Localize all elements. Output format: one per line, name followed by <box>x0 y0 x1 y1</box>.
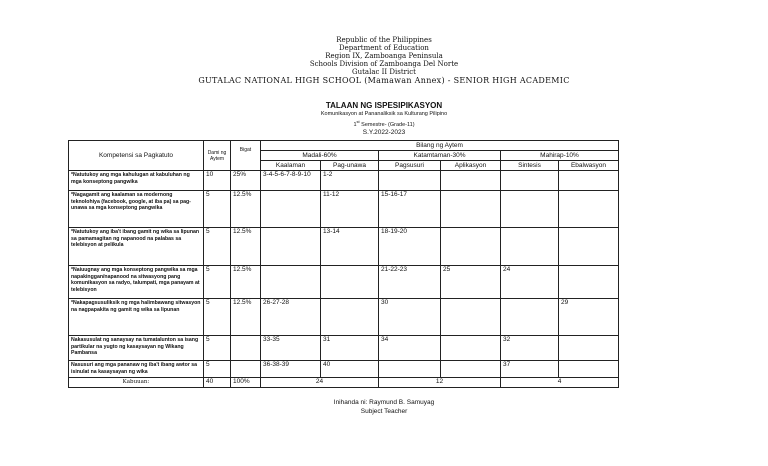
competency-cell: *Nagagamit ang kaalaman sa modernong teknolohiya (facebook, google, at iba pa) sa pag-unawa sa mga konseptong pangwika <box>69 191 204 228</box>
items-cell: 5 <box>204 191 231 228</box>
header-division: Schools Division of Zamboanga Del Norte <box>309 60 459 68</box>
header-sintesis: Sintesis <box>501 161 559 171</box>
tos-title: TALAAN NG ISPESIPIKASYON <box>325 101 443 110</box>
header-easy: Madali-60% <box>261 151 379 161</box>
totals-average: 12 <box>379 378 501 388</box>
semester-text: Semestre- (Grade-11) <box>359 121 415 128</box>
header-region: Region IX, Zamboanga Peninsula <box>325 52 443 60</box>
prepared-by: Inihanda ni: Raymund B. Samuyag <box>333 399 435 406</box>
teacher-role: Subject Teacher <box>360 408 408 415</box>
tos-semester <box>0 118 768 129</box>
header-department: Department of Education <box>339 44 429 52</box>
items-cell: 5 <box>204 266 231 299</box>
items-cell: 5 <box>204 299 231 336</box>
competency-cell: *Natutukoy ang iba't ibang gamit ng wika sa lipunan sa pamamagitan ng napanood na palabas sa telebisyon at pelikula <box>69 228 204 266</box>
competency-cell: *Natutukoy ang mga kahulugan at kabuluhan ng mga konseptong pangwika <box>69 171 204 191</box>
header-pagunawa: Pag-unawa <box>321 161 379 171</box>
header-ebalwasyon: Ebalwasyon <box>559 161 619 171</box>
aplikasyon-cell <box>441 336 501 361</box>
tos-school-year: S.Y.2022-2023 <box>362 128 406 136</box>
pagunawa-cell <box>321 299 379 336</box>
kaalaman-cell: 26-27-28 <box>261 299 321 336</box>
totals-row <box>69 378 619 388</box>
weight-cell <box>231 361 261 378</box>
table-row <box>69 191 619 228</box>
table-row <box>69 171 619 191</box>
sintesis-cell: 24 <box>501 266 559 299</box>
sintesis-cell <box>501 171 559 191</box>
document-footer <box>0 398 768 416</box>
table-row <box>69 361 619 378</box>
ebalwasyon-cell <box>559 336 619 361</box>
header-difficult: Mahirap-10% <box>501 151 619 161</box>
pagunawa-cell: 31 <box>321 336 379 361</box>
sintesis-cell <box>501 228 559 266</box>
header-republic: Republic of the Philippines <box>336 36 432 44</box>
aplikasyon-cell <box>441 299 501 336</box>
kaalaman-cell: 33-35 <box>261 336 321 361</box>
ebalwasyon-cell <box>559 361 619 378</box>
totals-weight: 100% <box>231 378 261 388</box>
specification-table <box>68 140 619 388</box>
pagunawa-cell <box>321 266 379 299</box>
aplikasyon-cell <box>441 228 501 266</box>
tos-subject: Komunikasyon at Pananaliksik sa Kulturang Pilipino <box>320 111 448 117</box>
items-cell: 10 <box>204 171 231 191</box>
weight-cell: 25% <box>231 171 261 191</box>
pagunawa-cell: 11-12 <box>321 191 379 228</box>
header-item-count: Bilang ng Aytem <box>261 141 619 151</box>
header-pagsusuri: Pagsusuri <box>379 161 441 171</box>
semester-number: 1 <box>353 121 357 128</box>
aplikasyon-cell <box>441 191 501 228</box>
weight-cell <box>231 336 261 361</box>
table-row <box>69 266 619 299</box>
ebalwasyon-cell <box>559 191 619 228</box>
items-cell: 5 <box>204 336 231 361</box>
competency-cell: *Naiuugnay ang mga konseptong pangwika sa mga napakinggan/napanood na sitwasyong pang komunikasyon sa radyo, talumpati, mga panayam at telebisyon <box>69 266 204 299</box>
header-aplikasyon: Aplikasyon <box>441 161 501 171</box>
aplikasyon-cell <box>441 171 501 191</box>
ebalwasyon-cell <box>559 266 619 299</box>
pagsusuri-cell: 15-16-17 <box>379 191 441 228</box>
aplikasyon-cell <box>441 361 501 378</box>
pagsusuri-cell <box>379 171 441 191</box>
weight-cell: 12.5% <box>231 228 261 266</box>
competency-cell: *Nakapagsusuliksik ng mga halimbawang sitwasyon na nagpapakita ng gamit ng wika sa lipunan <box>69 299 204 336</box>
pagunawa-cell: 1-2 <box>321 171 379 191</box>
aplikasyon-cell: 25 <box>441 266 501 299</box>
kaalaman-cell: 36-38-39 <box>261 361 321 378</box>
sintesis-cell: 32 <box>501 336 559 361</box>
ebalwasyon-cell: 29 <box>559 299 619 336</box>
header-school: GUTALAC NATIONAL HIGH SCHOOL (Mamawan Annex) - SENIOR HIGH ACADEMIC <box>198 76 570 85</box>
sintesis-cell: 37 <box>501 361 559 378</box>
kaalaman-cell <box>261 191 321 228</box>
weight-cell: 12.5% <box>231 299 261 336</box>
competency-cell: Nakasusulat ng sanaysay na tumatalunton sa isang partikular na yugto ng kasaysayan ng Wikang Pambansa <box>69 336 204 361</box>
weight-cell: 12.5% <box>231 191 261 228</box>
totals-label: Kabuuan: <box>69 378 204 388</box>
header-district: Gutalac II District <box>352 68 416 76</box>
ebalwasyon-cell <box>559 171 619 191</box>
header-average: Katamtaman-30% <box>379 151 501 161</box>
pagsusuri-cell: 18-19-20 <box>379 228 441 266</box>
competency-cell: Nasusuri ang mga pananaw ng iba't ibang awtor sa isinulat na kasaysayan ng wika <box>69 361 204 378</box>
tos-heading <box>0 101 768 137</box>
header-competency: Kompetensi sa Pagkatuto <box>69 141 204 171</box>
pagsusuri-cell: 30 <box>379 299 441 336</box>
items-cell: 5 <box>204 228 231 266</box>
totals-easy: 24 <box>261 378 379 388</box>
semester-suffix: st <box>356 119 360 124</box>
ebalwasyon-cell <box>559 228 619 266</box>
pagsusuri-cell: 21-22-23 <box>379 266 441 299</box>
document-header <box>0 36 768 86</box>
kaalaman-cell <box>261 228 321 266</box>
table-row <box>69 336 619 361</box>
sintesis-cell <box>501 191 559 228</box>
table-row <box>69 228 619 266</box>
totals-difficult: 4 <box>501 378 619 388</box>
table-row <box>69 299 619 336</box>
pagsusuri-cell <box>379 361 441 378</box>
pagunawa-cell: 13-14 <box>321 228 379 266</box>
kaalaman-cell: 3-4-5-6-7-8-9-10 <box>261 171 321 191</box>
totals-items: 40 <box>204 378 231 388</box>
weight-cell: 12.5% <box>231 266 261 299</box>
kaalaman-cell <box>261 266 321 299</box>
header-weight: Bigat <box>231 141 261 171</box>
items-cell: 5 <box>204 361 231 378</box>
sintesis-cell <box>501 299 559 336</box>
pagsusuri-cell: 34 <box>379 336 441 361</box>
header-kaalaman: Kaalaman <box>261 161 321 171</box>
header-items: Dami ng Aytem <box>204 141 231 171</box>
pagunawa-cell: 40 <box>321 361 379 378</box>
